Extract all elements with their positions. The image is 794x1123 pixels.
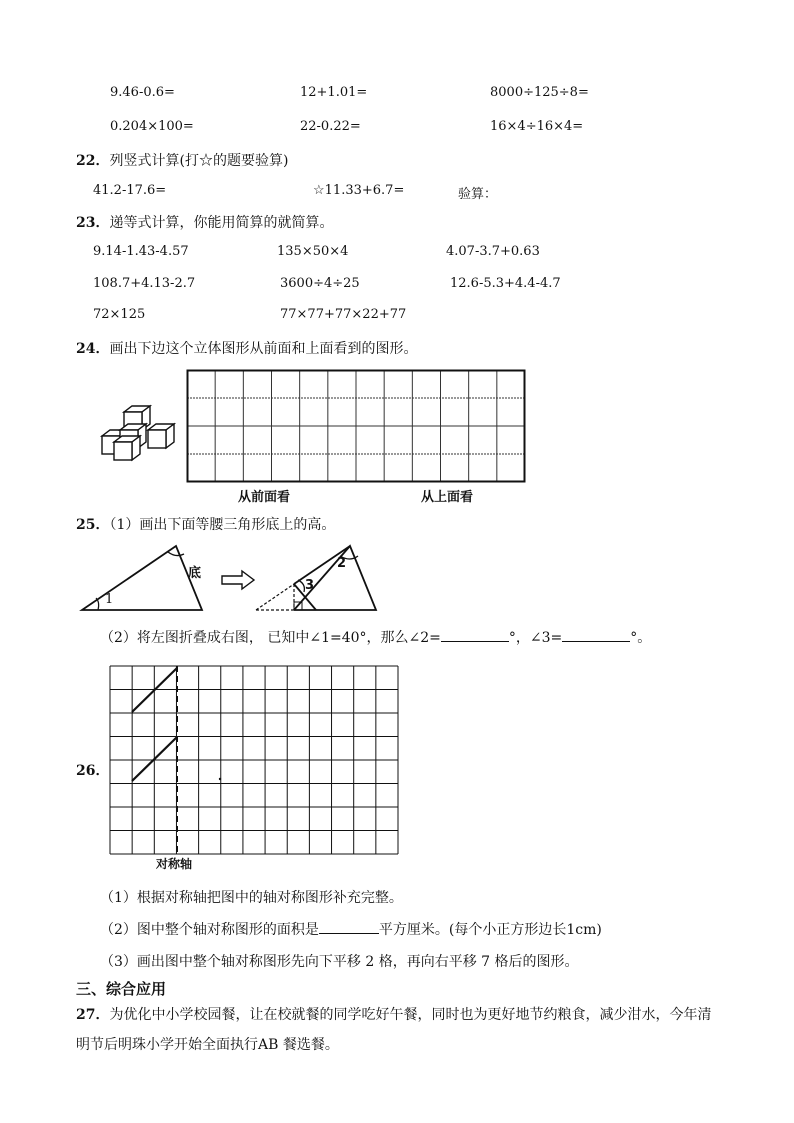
caption-front-view: 从前面看 <box>238 490 291 505</box>
question-23-number: 23． <box>76 215 110 231</box>
cube-stack-figure <box>98 404 178 464</box>
q26-part2-text-b: 平方厘米。(每个小正方形边长1cm) <box>378 922 602 938</box>
arrow-icon <box>220 570 256 590</box>
question-24-text: 画出下边这个立体图形从前面和上面看到的图形。 <box>109 341 418 357</box>
q26-grid[interactable] <box>110 666 398 854</box>
question-23-title <box>76 212 333 232</box>
question-24-number: 24． <box>76 341 110 357</box>
question-26-number: 26． <box>76 763 110 779</box>
axis-label: 对称轴 <box>156 857 193 871</box>
angle2-answer-blank[interactable] <box>441 641 509 642</box>
q24-drawing-grid[interactable] <box>187 370 525 482</box>
q23-item-2-3: 12.6-5.3+4.4-4.7 <box>450 276 561 291</box>
q22-item-1: 41.2-17.6= <box>93 183 167 198</box>
caption-top-view: 从上面看 <box>421 490 474 505</box>
q25-part2-text-b: °，∠3= <box>508 630 563 646</box>
question-22-title <box>76 150 288 170</box>
angle-1-label: 1 <box>105 592 114 607</box>
q23-item-2-2: 3600÷4÷25 <box>280 276 360 291</box>
calc-2-2: 22-0.22= <box>300 119 361 134</box>
q23-item-1-3: 4.07-3.7+0.63 <box>446 244 540 259</box>
question-27-line2: 明节后明珠小学开始全面执行AB 餐选餐。 <box>76 1037 339 1053</box>
question-22-text: 列竖式计算(打☆的题要验算) <box>109 153 289 169</box>
calc-1-2: 12+1.01= <box>300 85 368 100</box>
q26-part3: （3）画出图中整个轴对称图形先向下平移 2 格，再向右平移 7 格后的图形。 <box>100 954 579 970</box>
q25-part2 <box>100 627 651 647</box>
q23-item-1-2: 135×50×4 <box>277 244 349 259</box>
question-25-title <box>76 514 335 534</box>
question-27-text-1: 为优化中小学校园餐，让在校就餐的同学吃好午餐，同时也为更好地节约粮食，减少泔水，今年清 <box>109 1007 712 1023</box>
q25-part2-text-a: （2）将左图折叠成右图， 已知中∠1=40°，那么∠2= <box>100 630 441 646</box>
base-label: 底 <box>188 566 202 581</box>
calc-2-1: 0.204×100= <box>110 119 194 134</box>
question-24-title <box>76 338 417 358</box>
question-23-text: 递等式计算，你能用简算的就简算。 <box>109 215 334 231</box>
question-27-line1 <box>76 1004 711 1024</box>
q23-item-1-1: 9.14-1.43-4.57 <box>93 244 189 259</box>
q22-item-2: ☆11.33+6.7= <box>313 183 405 198</box>
q23-item-2-1: 108.7+4.13-2.7 <box>93 276 196 291</box>
question-27-number: 27． <box>76 1007 110 1023</box>
q25-part2-text-c: °。 <box>630 630 652 646</box>
question-22-number: 22． <box>76 153 110 169</box>
q26-part2-text-a: （2）图中整个轴对称图形的面积是 <box>100 922 319 938</box>
angle-3-label: 3 <box>305 578 315 593</box>
triangle-figure-folded <box>254 544 378 614</box>
calc-1-1: 9.46-0.6= <box>110 85 175 100</box>
q23-item-3-2: 77×77+77×22+77 <box>280 307 407 322</box>
q22-item-3: 验算： <box>458 187 498 202</box>
section-3-title: 三、综合应用 <box>76 980 167 998</box>
angle-2-label: 2 <box>337 556 347 571</box>
calc-1-3: 8000÷125÷8= <box>490 85 589 100</box>
calc-2-3: 16×4÷16×4= <box>490 119 584 134</box>
q26-part1: （1）根据对称轴把图中的轴对称图形补充完整。 <box>100 890 403 906</box>
q26-part2 <box>100 919 602 939</box>
area-answer-blank[interactable] <box>319 933 379 934</box>
q23-item-3-1: 72×125 <box>93 307 146 322</box>
question-25-number: 25． <box>76 517 110 533</box>
question-25-part1: （1）画出下面等腰三角形底上的高。 <box>109 517 336 533</box>
angle3-answer-blank[interactable] <box>562 641 630 642</box>
